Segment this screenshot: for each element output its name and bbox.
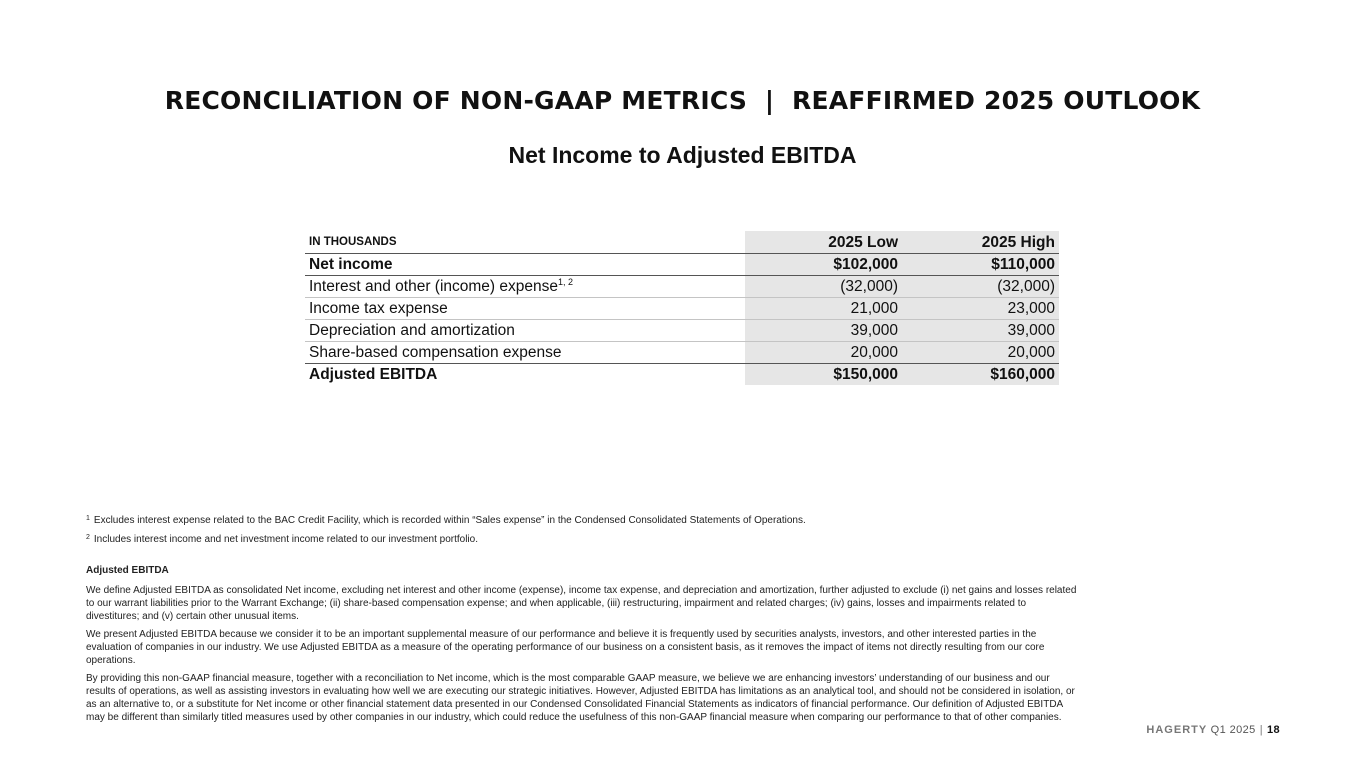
footnote-mark: 2 [86,534,90,541]
footer-separator: | [1259,724,1263,736]
definition-paragraph: We define Adjusted EBITDA as consolidated Net income, excluding net interest and other income (expense), income tax expense, and depreciation and amortization, further adjusted to exclude (i) net gains and losses related to our warrant liabilities prior to the Warrant Exchange; (ii) share-based compensation expense; and when applicable, (iii) restructuring, impairment and related charges; (iv) gains, losses and impairments related to divestitures; and (v) certain other unusual items. [86,585,1077,622]
row-value-high: $110,000 [902,254,1059,276]
column-header-low: 2025 Low [745,231,902,254]
footnote-text: Includes interest income and net investment income related to our investment portfolio. [93,534,478,545]
row-value-low: $150,000 [745,364,902,386]
footnote-ref: 1, 2 [558,277,574,287]
footnote-1 [86,514,1081,527]
column-header-high: 2025 High [902,231,1059,254]
row-value-low: $102,000 [745,254,902,276]
row-label: Depreciation and amortization [305,320,745,342]
row-value-high: 23,000 [902,298,1059,320]
table-row [305,342,1059,364]
row-label-cell [305,276,745,298]
row-value-high: (32,000) [902,276,1059,298]
page-footer [1146,724,1280,736]
table-row [305,254,1059,276]
brand-logo: HAGERTY [1146,724,1208,736]
table-total-row [305,364,1059,386]
row-label: Adjusted EBITDA [309,366,438,383]
footnote-mark: 1 [86,515,90,522]
row-value-low: 21,000 [745,298,902,320]
table-subtitle: Net Income to Adjusted EBITDA [508,142,857,168]
row-value-high: $160,000 [902,364,1059,386]
reconciliation-table [305,231,1059,385]
footnote-2 [86,533,1081,546]
table-row [305,320,1059,342]
report-period: Q1 2025 [1210,724,1256,736]
row-label: Income tax expense [305,298,745,320]
row-label: Share-based compensation expense [305,342,745,364]
page-number: 18 [1266,724,1280,736]
table-row [305,298,1059,320]
page-title: RECONCILIATION OF NON-GAAP METRICS | REAFFIRMED 2025 OUTLOOK [164,86,1201,115]
row-value-low: 20,000 [745,342,902,364]
row-value-high: 39,000 [902,320,1059,342]
definition-heading: Adjusted EBITDA [86,565,169,576]
row-value-low: (32,000) [745,276,902,298]
row-value-low: 39,000 [745,320,902,342]
row-label: Net income [305,254,745,276]
unit-label: IN THOUSANDS [305,231,745,254]
row-value-high: 20,000 [902,342,1059,364]
definition-paragraph: We present Adjusted EBITDA because we consider it to be an important supplemental measure of our performance and believe it is frequently used by securities analysts, investors, and other interested parties in the evaluation of companies in our industry. We use Adjusted EBITDA as a measure of the operating performance of our business on a consistent basis, as it removes the impact of items not directly resulting from our core operations. [86,629,1045,666]
table-header-row [305,231,1059,254]
definition-paragraph: By providing this non-GAAP financial measure, together with a reconciliation to Net income, which is the most comparable GAAP measure, we believe we are enhancing investors’ understanding of our business and our results of operations, as well as assisting investors in evaluating how well we are executing our strategic initiatives. However, Adjusted EBITDA has limitations as an analytical tool, and should not be considered in isolation, or as an alternative to, or a substitute for Net income or other financial statement data presented in our Condensed Consolidated Financial Statements as indicators of financial performance. Our definition of Adjusted EBITDA may be different than similarly titled measures used by other companies in our industry, which could reduce the usefulness of this non-GAAP financial measure when comparing our performance to that of other companies. [86,673,1075,723]
table-row [305,276,1059,298]
footnote-text: Excludes interest expense related to the BAC Credit Facility, which is recorded within “Sales expense” in the Condensed Consolidated Statements of Operations. [93,515,806,526]
row-label: Interest and other (income) expense [309,278,558,295]
